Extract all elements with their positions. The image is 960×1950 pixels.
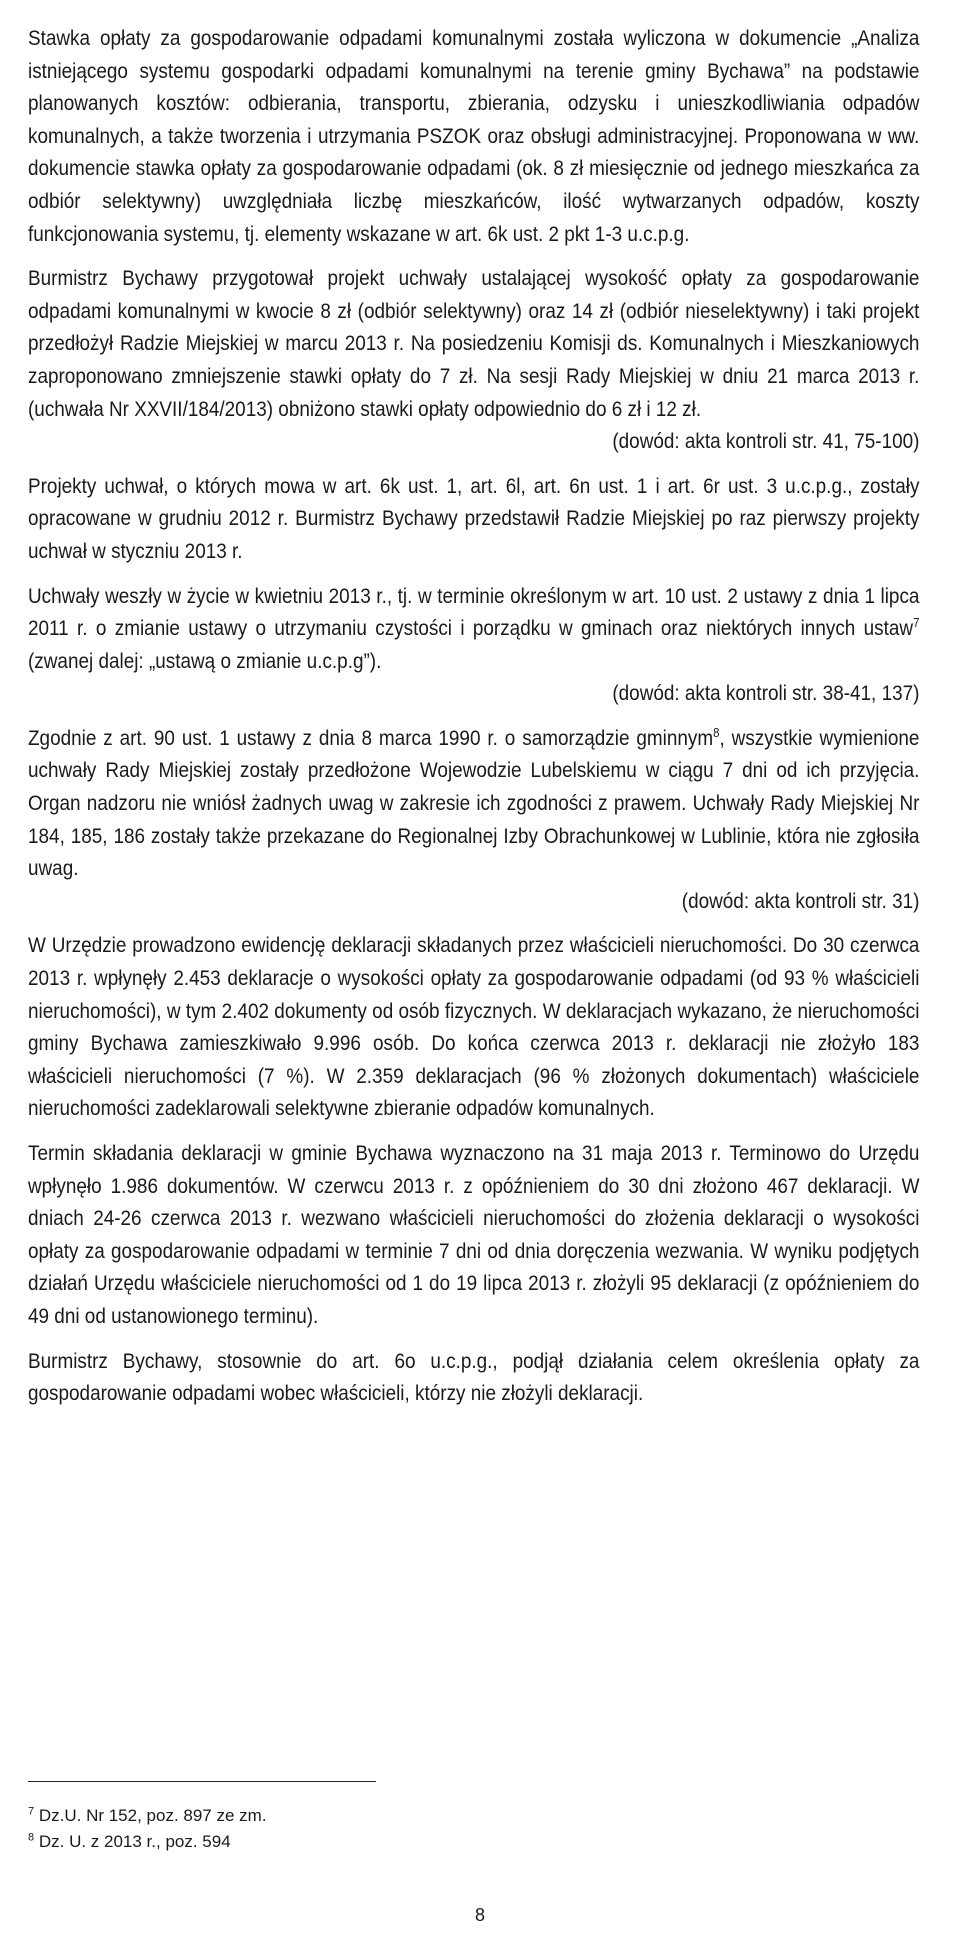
- paragraph-resolutions-in-force: [28, 580, 919, 678]
- footnote-separator: [28, 1781, 376, 1782]
- evidence-note: (dowód: akta kontroli str. 38-41, 137): [612, 681, 920, 706]
- paragraph-text: Uchwały weszły w życie w kwietniu 2013 r., tj. w terminie określonym w art. 10 ust. 2 ustawy z dnia 1 lipca 2011 r. o zmianie ustawy o utrzymaniu czystości i porządku w gminach oraz niektórych innych ustaw: [28, 583, 920, 641]
- paragraph-resolution-project: Burmistrz Bychawy przygotował projekt uchwały ustalającej wysokość opłaty za gospodarowanie odpadami komunalnymi w kwocie 8 zł (odbiór selektywny) oraz 14 zł (odbiór nieselektywny) i taki projekt przedłożył Radzie Miejskiej w marcu 2013 r. Na posiedzeniu Komisji ds. Komunalnych i Mieszkaniowych zaproponowano zmniejszenie stawki opłaty do 7 zł. Na sesji Rady Miejskiej w dniu 21 marca 2013 r. (uchwała Nr XXVII/184/2013) obniżono stawki opłaty odpowiednio do 6 zł i 12 zł.: [28, 266, 920, 421]
- paragraph-resolution-drafts: Projekty uchwał, o których mowa w art. 6k ust. 1, art. 6l, art. 6n ust. 1 i art. 6r ust. 3 u.c.p.g., zostały opracowane w grudniu 2012 r. Burmistrz Bychawy przedstawił Radzie Miejskiej po raz pierwszy projekty uchwał w styczniu 2013 r.: [28, 473, 920, 563]
- footnote-number: 7: [28, 1805, 35, 1818]
- paragraph-fee-calculation: Stawka opłaty za gospodarowanie odpadami komunalnymi została wyliczona w dokumencie „Analiza istniejącego systemu gospodarki odpadami komunalnymi na terenie gminy Bychawa” na podstawie planowanych kosztów: odbierania, transportu, zbierania, odzysku i unieszkodliwiania odpadów komunalnych, a także tworzenia i utrzymania PSZOK oraz obsługi administracyjnej. Proponowana w ww. dokumencie stawka opłaty za gospodarowanie odpadami (ok. 8 zł miesięcznie od jednego mieszkańca za odbiór selektywny) uwzględniała liczbę mieszkańców, ilość wytwarzanych odpadów, koszty funkcjonowania systemu, tj. elementy wskazane w art. 6k ust. 2 pkt 1-3 u.c.p.g.: [28, 26, 920, 246]
- paragraph-declarations-register: W Urzędzie prowadzono ewidencję deklaracji składanych przez właścicieli nieruchomości. Do 30 czerwca 2013 r. wpłynęły 2.453 deklaracje o wysokości opłaty za gospodarowanie odpadami (od 93 % właścicieli nieruchomości), w tym 2.402 dokumenty od osób fizycznych. W deklaracjach wykazano, że nieruchomości gminy Bychawa zamieszkiwało 9.996 osób. Do końca czerwca 2013 r. deklaracji nie złożyło 183 właścicieli nieruchomości (7 %). W 2.359 deklaracjach (96 % złożonych dokumentach) właściciele nieruchomości zadeklarowali selektywne zbieranie odpadów komunalnych.: [28, 933, 920, 1121]
- footnote-ref[interactable]: 8: [713, 724, 720, 740]
- paragraph-declarations-deadline: Termin składania deklaracji w gminie Bychawa wyznaczono na 31 maja 2013 r. Terminowo do Urzędu wpłynęło 1.986 dokumentów. W czerwcu 2013 r. z opóźnieniem do 30 dni złożono 467 deklaracji. W dniach 24-26 czerwca 2013 r. wezwano właścicieli nieruchomości do złożenia deklaracji o wysokości opłaty za gospodarowanie odpadami w terminie 7 dni od dnia doręczenia wezwania. W wyniku podjętych działań Urzędu właściciele nieruchomości od 1 do 19 lipca 2013 r. złożyli 95 deklaracji (z opóźnieniem do 49 dni od ustanowionego terminu).: [28, 1141, 920, 1328]
- footnote-text: Dz. U. z 2013 r., poz. 594: [34, 1832, 231, 1851]
- evidence-note: (dowód: akta kontroli str. 41, 75-100): [612, 429, 920, 454]
- page-number: 8: [474, 1905, 485, 1925]
- footnote-number: 8: [28, 1831, 35, 1844]
- footnote-text: Dz.U. Nr 152, poz. 897 ze zm.: [34, 1806, 267, 1825]
- footnote: [28, 1829, 728, 1855]
- footnote: [28, 1803, 728, 1829]
- footnotes: [28, 1803, 728, 1855]
- evidence-note: (dowód: akta kontroli str. 31): [681, 888, 920, 913]
- paragraph-text: Zgodnie z art. 90 ust. 1 ustawy z dnia 8 marca 1990 r. o samorządzie gminnym: [28, 725, 714, 750]
- paragraph-text: , wszystkie wymienione uchwały Rady Miejskiej zostały przedłożone Wojewodzie Lubelskiemu w ciągu 7 dni od ich przyjęcia. Organ nadzoru nie wniósł żadnych uwag w zakresie ich zgodności z prawem. Uchwały Rady Miejskiej Nr 184, 185, 186 zostały także przekazane do Regionalnej Izby Obrachunkowej w Lublinie, która nie zgłosiła uwag.: [28, 725, 920, 881]
- paragraph-text: (zwanej dalej: „ustawą o zmianie u.c.p.g”).: [28, 648, 382, 673]
- footnote-ref[interactable]: 7: [913, 614, 920, 630]
- paragraph-supervision: [28, 722, 919, 885]
- paragraph-fee-determination: Burmistrz Bychawy, stosownie do art. 6o u.c.p.g., podjął działania celem określenia opłaty za gospodarowanie odpadami wobec właścicieli, którzy nie złożyli deklaracji.: [28, 1348, 920, 1406]
